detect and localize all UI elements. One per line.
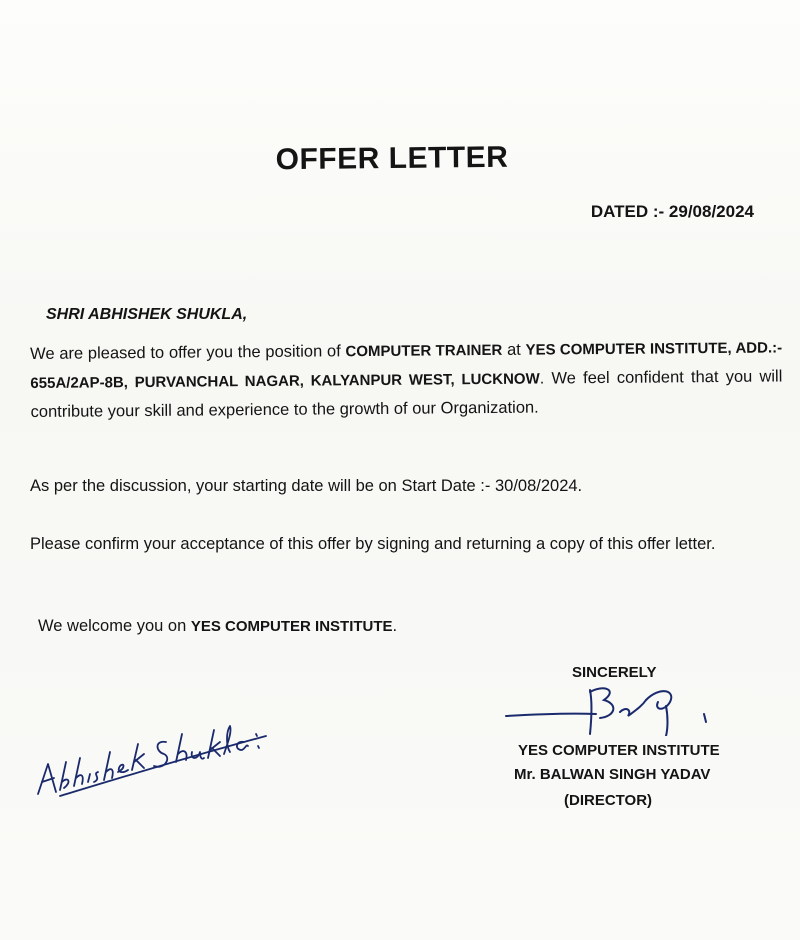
offer-text-2: at xyxy=(502,340,526,359)
welcome-text-2: . xyxy=(392,617,398,635)
director-name: Mr. BALWAN SINGH YADAV xyxy=(514,766,711,783)
acceptance-paragraph: Please confirm your acceptance of this offer by signing and returning a copy of this offer letter. xyxy=(30,535,716,553)
position-title: COMPUTER TRAINER xyxy=(345,341,503,361)
candidate-signature xyxy=(30,712,280,802)
letter-title: OFFER LETTER xyxy=(275,140,509,177)
welcome-paragraph xyxy=(38,612,790,641)
salutation: SHRI ABHISHEK SHUKLA, xyxy=(46,306,248,323)
welcome-text-1: We welcome you on xyxy=(38,617,191,635)
offer-text-3: . We feel confident that you will contribute your skill and experience to the growth of our Organization. xyxy=(30,367,783,421)
offer-paragraph xyxy=(30,333,783,426)
director-designation: (DIRECTOR) xyxy=(564,792,653,809)
institute-address: YES COMPUTER INSTITUTE, ADD.:- 655A/2AP-8B, PURVANCHAL NAGAR, KALYANPUR WEST, LUCKNOW xyxy=(30,339,783,392)
letter-date: DATED :- 29/08/2024 xyxy=(590,202,754,221)
start-date-paragraph: As per the discussion, your starting date will be on Start Date :- 30/08/2024. xyxy=(30,477,583,495)
welcome-institute: YES COMPUTER INSTITUTE xyxy=(190,618,393,635)
director-signature xyxy=(500,676,720,736)
offer-text-1: We are pleased to offer you the position of xyxy=(30,342,346,363)
closing-sincerely: SINCERELY xyxy=(572,664,657,681)
closing-institute: YES COMPUTER INSTITUTE xyxy=(518,742,720,759)
